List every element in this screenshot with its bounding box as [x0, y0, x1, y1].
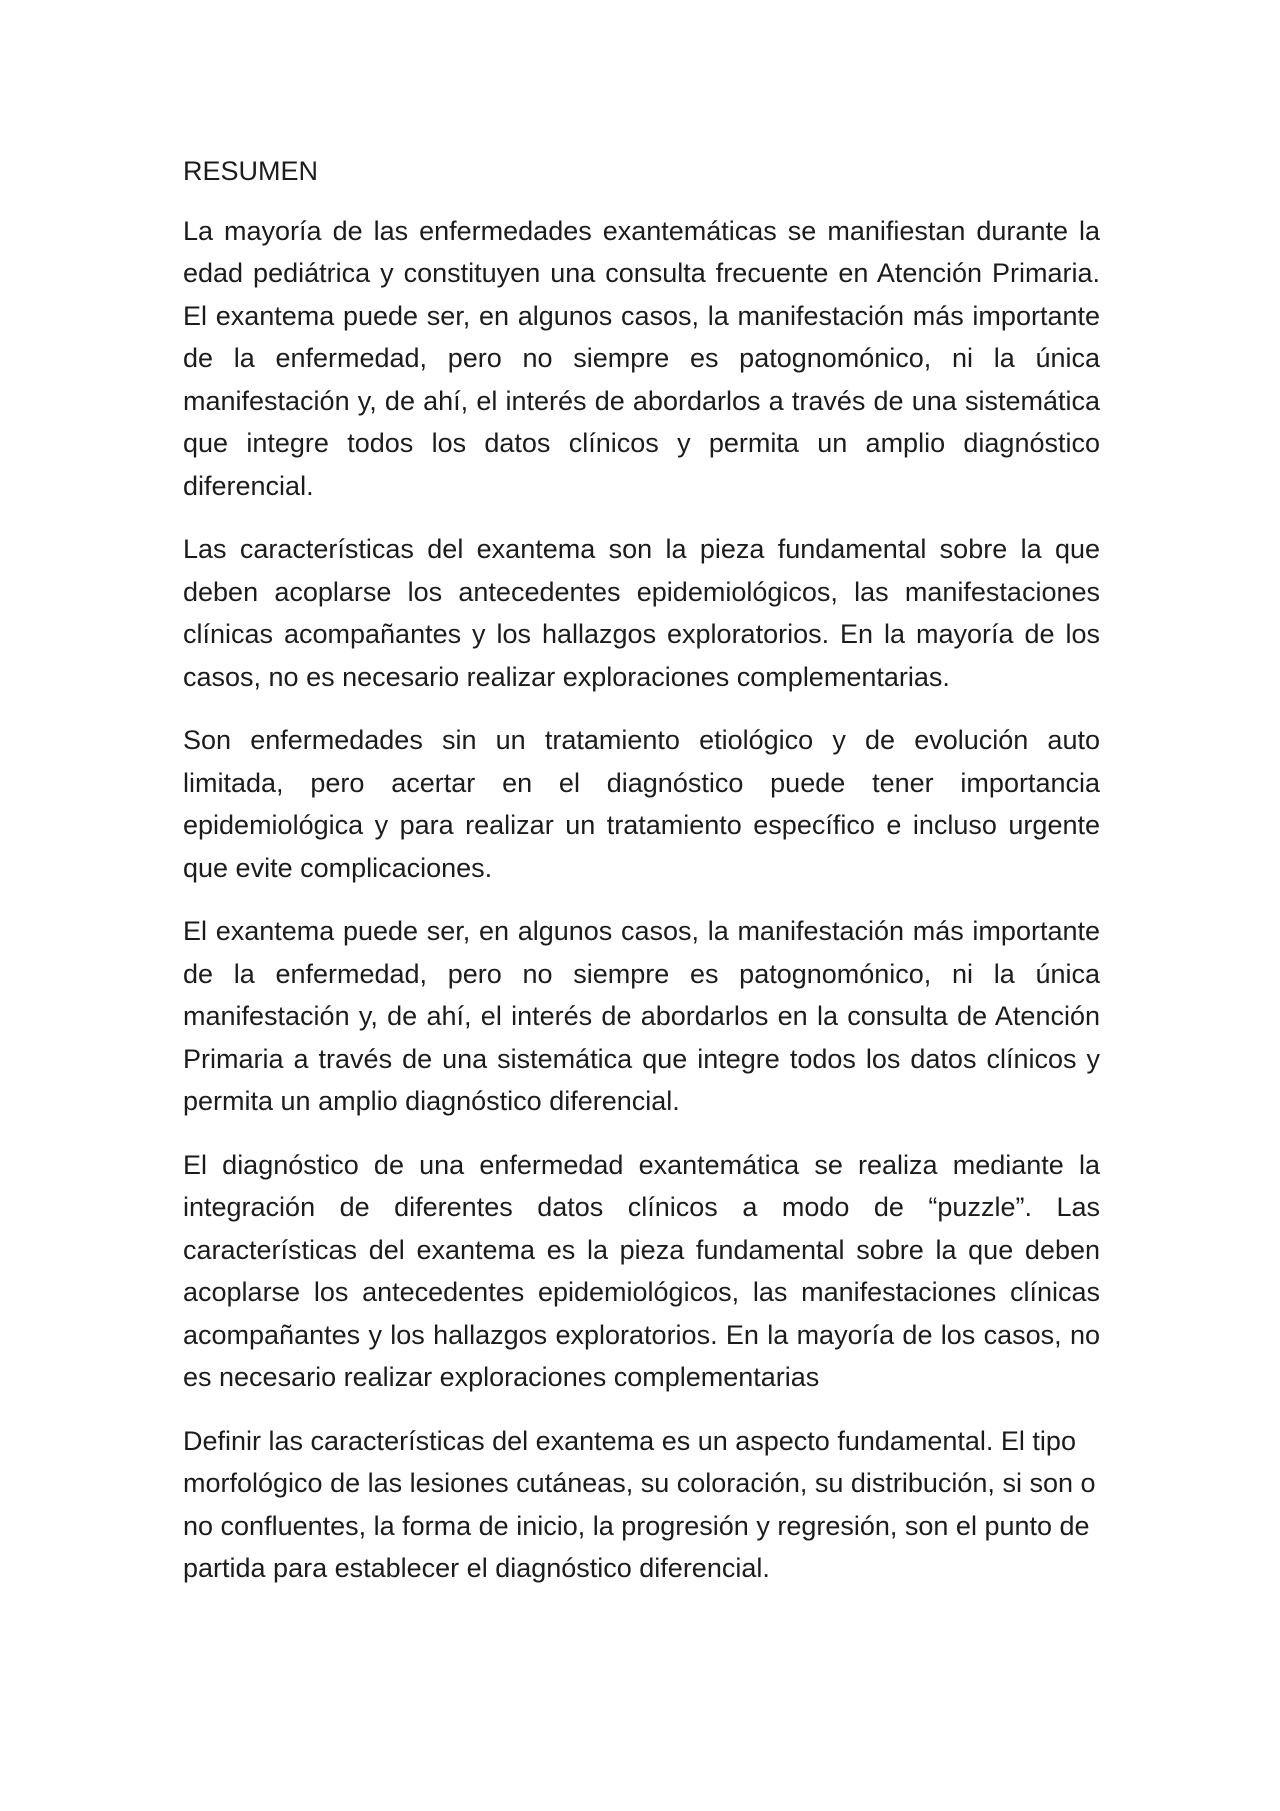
paragraph-3: Son enfermedades sin un tratamiento etiológico y de evolución auto limitada, pero acertar en el diagnóstico puede tener importancia epidemiológica y para realizar un tratamiento específico e incluso urgente que evite complicaciones.	[183, 725, 1100, 883]
document-body	[183, 150, 1100, 1590]
document-heading: RESUMEN	[183, 156, 319, 186]
paragraph-1: La mayoría de las enfermedades exantemáticas se manifiestan durante la edad pediátrica y constituyen una consulta frecuente en Atención Primaria. El exantema puede ser, en algunos casos, la manifestación más importante de la enfermedad, pero no siempre es patognomónico, ni la única manifestación y, de ahí, el interés de abordarlos a través de una sistemática que integre todos los datos clínicos y permita un amplio diagnóstico diferencial.	[183, 215, 1100, 501]
paragraph-6: Definir las características del exantema es un aspecto fundamental. El tipo morfológico de las lesiones cutáneas, su coloración, su distribución, si son o no confluentes, la forma de inicio, la progresión y regresión, son el punto de partida para establecer el diagnóstico diferencial.	[183, 1425, 1096, 1583]
paragraph-4: El exantema puede ser, en algunos casos, la manifestación más importante de la enfermedad, pero no siempre es patognomónico, ni la única manifestación y, de ahí, el interés de abordarlos en la consulta de Atención Primaria a través de una sistemática que integre todos los datos clínicos y permita un amplio diagnóstico diferencial.	[183, 916, 1100, 1116]
paragraph-2: Las características del exantema son la pieza fundamental sobre la que deben acoplarse los antecedentes epidemiológicos, las manifestaciones clínicas acompañantes y los hallazgos exploratorios. En la mayoría de los casos, no es necesario realizar exploraciones complementarias.	[183, 534, 1100, 692]
paragraph-5: El diagnóstico de una enfermedad exantemática se realiza mediante la integración de diferentes datos clínicos a modo de “puzzle”. Las características del exantema es la pieza fundamental sobre la que deben acoplarse los antecedentes epidemiológicos, las manifestaciones clínicas acompañantes y los hallazgos exploratorios. En la mayoría de los casos, no es necesario realizar exploraciones complementarias	[183, 1149, 1100, 1392]
